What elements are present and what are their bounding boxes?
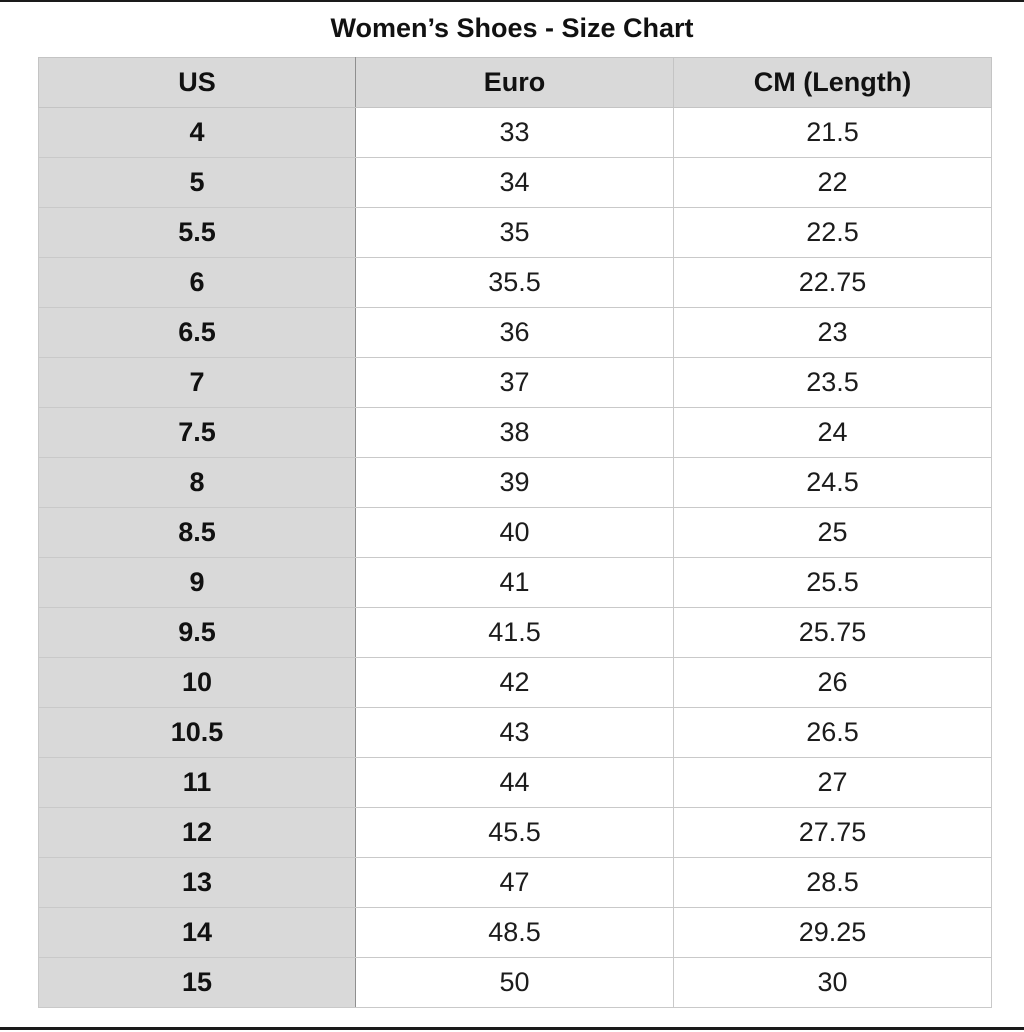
euro-size-cell: 41.5 bbox=[356, 608, 674, 658]
table-row bbox=[39, 508, 992, 558]
us-size-cell: 8.5 bbox=[39, 508, 356, 558]
euro-size-cell: 45.5 bbox=[356, 808, 674, 858]
us-size-cell: 7 bbox=[39, 358, 356, 408]
us-size-cell: 15 bbox=[39, 958, 356, 1008]
cm-length-cell: 25 bbox=[674, 508, 992, 558]
euro-size-cell: 44 bbox=[356, 758, 674, 808]
table-row bbox=[39, 708, 992, 758]
euro-size-cell: 35.5 bbox=[356, 258, 674, 308]
euro-size-cell: 50 bbox=[356, 958, 674, 1008]
table-row bbox=[39, 258, 992, 308]
cm-length-cell: 22 bbox=[674, 158, 992, 208]
table-row bbox=[39, 308, 992, 358]
table-row bbox=[39, 208, 992, 258]
cm-length-cell: 30 bbox=[674, 958, 992, 1008]
table-row bbox=[39, 908, 992, 958]
table-row bbox=[39, 108, 992, 158]
column-header-euro: Euro bbox=[356, 58, 674, 108]
cm-length-cell: 28.5 bbox=[674, 858, 992, 908]
table-row bbox=[39, 958, 992, 1008]
euro-size-cell: 39 bbox=[356, 458, 674, 508]
euro-size-cell: 37 bbox=[356, 358, 674, 408]
cm-length-cell: 23 bbox=[674, 308, 992, 358]
euro-size-cell: 34 bbox=[356, 158, 674, 208]
bottom-border-rule bbox=[0, 1027, 1024, 1030]
us-size-cell: 10.5 bbox=[39, 708, 356, 758]
euro-size-cell: 48.5 bbox=[356, 908, 674, 958]
table-row bbox=[39, 858, 992, 908]
cm-length-cell: 22.5 bbox=[674, 208, 992, 258]
size-chart-table bbox=[38, 57, 992, 1008]
cm-length-cell: 26.5 bbox=[674, 708, 992, 758]
page-title: Women’s Shoes - Size Chart bbox=[330, 13, 694, 43]
euro-size-cell: 40 bbox=[356, 508, 674, 558]
table-row bbox=[39, 808, 992, 858]
us-size-cell: 13 bbox=[39, 858, 356, 908]
us-size-cell: 5 bbox=[39, 158, 356, 208]
us-size-cell: 9.5 bbox=[39, 608, 356, 658]
cm-length-cell: 25.75 bbox=[674, 608, 992, 658]
us-size-cell: 5.5 bbox=[39, 208, 356, 258]
top-border-rule bbox=[0, 0, 1024, 2]
euro-size-cell: 42 bbox=[356, 658, 674, 708]
table-header bbox=[39, 58, 992, 108]
table-row bbox=[39, 658, 992, 708]
cm-length-cell: 27.75 bbox=[674, 808, 992, 858]
us-size-cell: 11 bbox=[39, 758, 356, 808]
euro-size-cell: 33 bbox=[356, 108, 674, 158]
us-size-cell: 14 bbox=[39, 908, 356, 958]
us-size-cell: 9 bbox=[39, 558, 356, 608]
us-size-cell: 4 bbox=[39, 108, 356, 158]
table-row bbox=[39, 358, 992, 408]
euro-size-cell: 43 bbox=[356, 708, 674, 758]
table-row bbox=[39, 408, 992, 458]
column-header-us: US bbox=[39, 58, 356, 108]
table-body bbox=[39, 108, 992, 1008]
euro-size-cell: 36 bbox=[356, 308, 674, 358]
euro-size-cell: 35 bbox=[356, 208, 674, 258]
header-row bbox=[39, 58, 992, 108]
table-row bbox=[39, 558, 992, 608]
us-size-cell: 6.5 bbox=[39, 308, 356, 358]
us-size-cell: 7.5 bbox=[39, 408, 356, 458]
cm-length-cell: 26 bbox=[674, 658, 992, 708]
us-size-cell: 12 bbox=[39, 808, 356, 858]
euro-size-cell: 47 bbox=[356, 858, 674, 908]
table-row bbox=[39, 608, 992, 658]
cm-length-cell: 27 bbox=[674, 758, 992, 808]
cm-length-cell: 22.75 bbox=[674, 258, 992, 308]
table-row bbox=[39, 158, 992, 208]
cm-length-cell: 29.25 bbox=[674, 908, 992, 958]
cm-length-cell: 23.5 bbox=[674, 358, 992, 408]
euro-size-cell: 38 bbox=[356, 408, 674, 458]
cm-length-cell: 24 bbox=[674, 408, 992, 458]
table-row bbox=[39, 758, 992, 808]
us-size-cell: 8 bbox=[39, 458, 356, 508]
cm-length-cell: 24.5 bbox=[674, 458, 992, 508]
euro-size-cell: 41 bbox=[356, 558, 674, 608]
cm-length-cell: 21.5 bbox=[674, 108, 992, 158]
column-header-cm: CM (Length) bbox=[674, 58, 992, 108]
us-size-cell: 6 bbox=[39, 258, 356, 308]
us-size-cell: 10 bbox=[39, 658, 356, 708]
cm-length-cell: 25.5 bbox=[674, 558, 992, 608]
table-row bbox=[39, 458, 992, 508]
